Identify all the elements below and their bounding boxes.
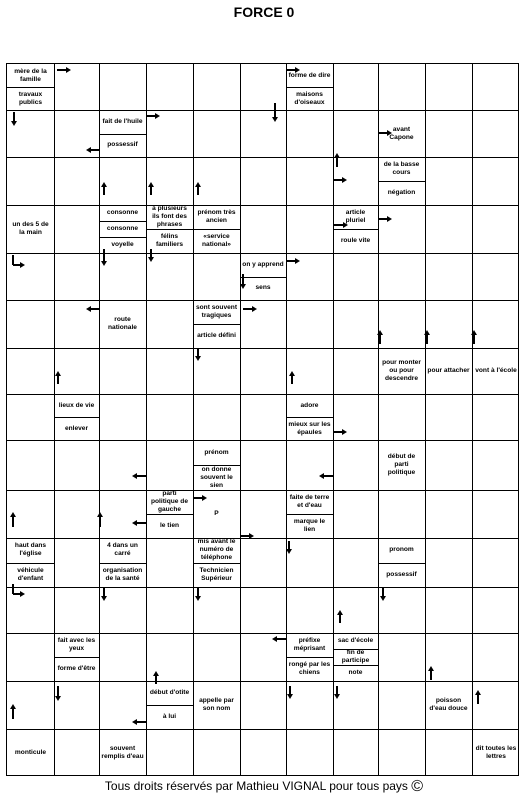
clue-text: travaux publics — [18, 90, 43, 106]
grid-col-line — [472, 64, 473, 775]
crossword-grid — [6, 63, 519, 776]
clue-text: poisson d'eau douce — [429, 697, 468, 712]
puzzle-title: FORCE 0 — [233, 4, 295, 20]
clue-text: route nationale — [108, 316, 137, 331]
clue-text: dit toutes les lettres — [475, 745, 517, 760]
grid-col-line — [99, 64, 100, 775]
clue-text: haut dans l'église — [14, 542, 47, 558]
clue-text: début d'otite — [149, 689, 190, 696]
clue-text: «service national» — [202, 233, 231, 248]
copyright-symbol: © — [411, 778, 424, 795]
grid-row-line — [7, 587, 518, 588]
clue-text: forme d'être — [57, 665, 96, 672]
grid-row-line — [7, 300, 518, 301]
clue-text: lieux de vie — [58, 401, 95, 409]
clue-text: souvent remplis d'eau — [101, 745, 144, 760]
clue-text: fait de l'huile — [102, 117, 143, 125]
clue-text: félins familiers — [155, 233, 184, 248]
grid-row-line — [7, 157, 518, 158]
clue-text: prénom — [204, 448, 229, 456]
clue-text: 4 dans un carré — [107, 542, 138, 558]
clue-text: forme de dire — [288, 71, 331, 79]
copyright-text: Tous droits réservés par Mathieu VIGNAL pour tous pays — [104, 779, 408, 793]
grid-col-line — [193, 64, 194, 775]
clue-text: rongé par les chiens — [288, 661, 331, 676]
grid-row-line — [7, 440, 518, 441]
clue-text: le tien — [159, 522, 180, 529]
clue-text: préfixe méprisant — [293, 637, 326, 652]
clue-text: faite de terre et d'eau — [289, 494, 330, 509]
grid-row-line — [7, 110, 518, 111]
clue-text: fait avec les yeux — [57, 637, 96, 652]
grid-row-line — [7, 205, 518, 206]
clue-text: P — [214, 510, 219, 517]
clue-text: possessif — [386, 570, 417, 578]
clue-text: monticule — [14, 749, 47, 756]
clue-text: pour attacher — [427, 367, 470, 374]
grid-col-line — [146, 64, 147, 775]
clue-text: consonne — [106, 209, 139, 216]
clue-text: fin de participe — [341, 649, 370, 664]
clue-text: note — [348, 669, 363, 676]
clue-text: parti politique de gauche — [151, 490, 188, 513]
clue-text: consonne — [106, 225, 139, 232]
clue-text: organisation de la santé — [102, 566, 143, 582]
clue-text: roule vite — [340, 237, 371, 244]
clue-text: sont souvent tragiques — [195, 304, 238, 319]
clue-text: véhicule d'enfant — [17, 566, 44, 582]
clue-text: un des 5 de la main — [12, 221, 49, 236]
copyright-footer — [0, 778, 528, 796]
clue-text: avant Capone — [389, 125, 414, 141]
clue-text: article pluriel — [345, 209, 366, 224]
grid-col-line — [425, 64, 426, 775]
grid-col-line — [240, 64, 241, 775]
clue-text: mère de la famille — [14, 67, 47, 83]
clue-text: article défini — [197, 332, 236, 339]
clue-text: on donne souvent le sien — [200, 465, 233, 489]
clue-text: sac d'école — [337, 637, 374, 644]
clue-text: marque le lien — [293, 518, 326, 533]
clue-text: mis avant le numéro de téléphone — [197, 538, 236, 562]
clue-text: mieux sur les épaules — [288, 420, 331, 436]
clue-text: prénom très ancien — [197, 209, 236, 224]
clue-text: Technicien Supérieur — [199, 566, 234, 582]
clue-text: vont à l'école — [475, 367, 517, 374]
clue-text: maisons d'oiseaux — [294, 90, 325, 106]
clue-text: voyelle — [111, 241, 134, 248]
clue-text: de la basse cours — [383, 161, 420, 176]
clue-text: appelle par son nom — [199, 697, 234, 712]
clue-text: adore — [300, 401, 319, 409]
grid-row-line — [7, 490, 518, 491]
clue-text: pronom — [389, 546, 414, 554]
clue-text: négation — [387, 189, 416, 196]
grid-row-line — [7, 538, 518, 539]
clue-text: à lui — [162, 713, 177, 720]
clue-text: sens — [255, 284, 271, 292]
clue-text: début de parti politique — [387, 453, 416, 476]
clue-text: possessif — [107, 141, 138, 149]
clue-text: pour monter ou pour descendre — [382, 359, 421, 382]
grid-row-line — [7, 729, 518, 730]
clue-text: à plusieurs ils font des phrases — [152, 205, 187, 228]
clue-text: on y apprend — [242, 260, 284, 268]
clue-text: enlever — [64, 424, 89, 432]
